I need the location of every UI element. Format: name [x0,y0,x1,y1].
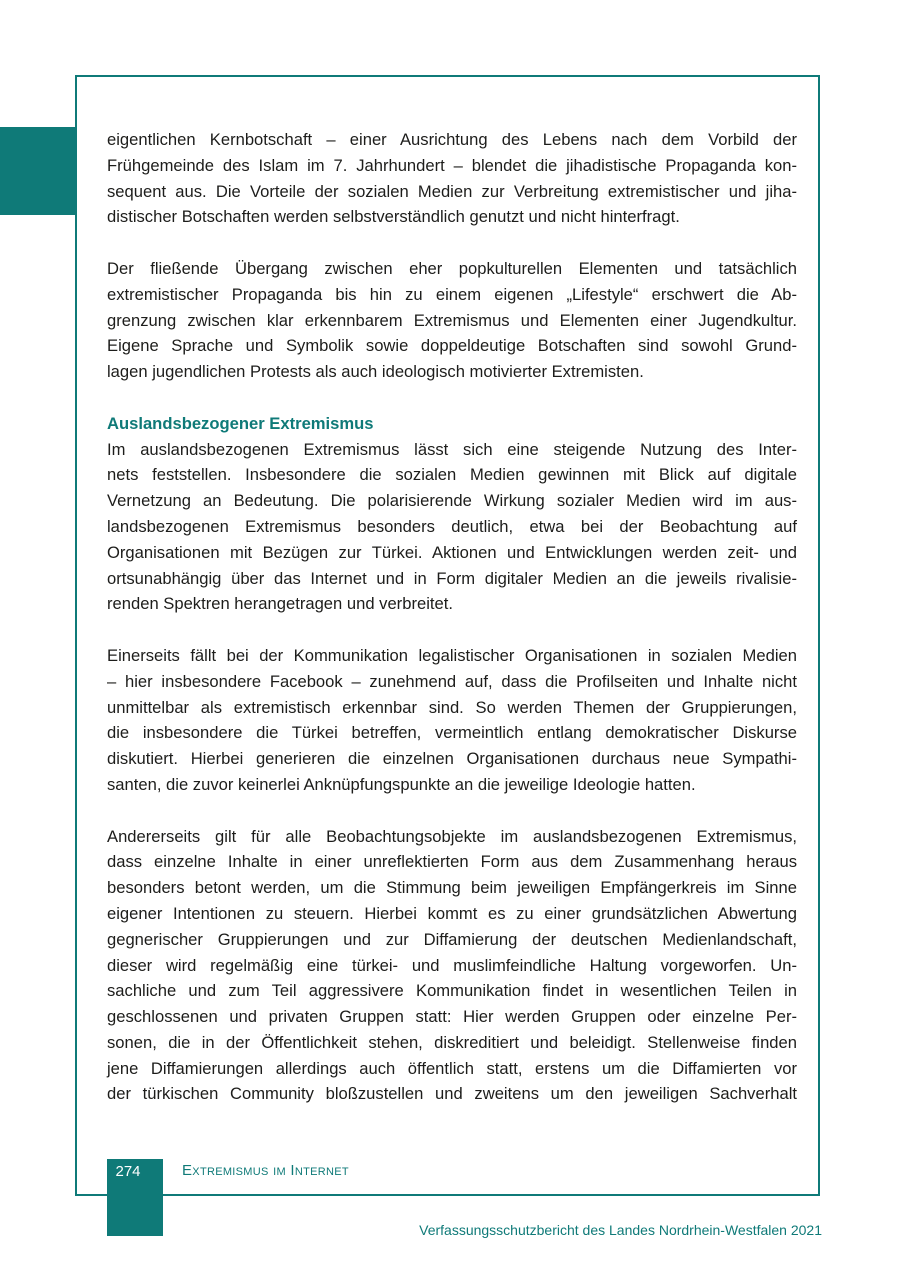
text-line: renden Spektren herangetragen und verbreitet. [107,594,453,614]
text-line: extremistischer Propaganda bis hin zu einem eigenen „Lifestyle“ erschwert die Ab- [107,284,797,304]
text-line: Einerseits fällt bei der Kommunikation legalistischer Organisationen in sozialen Medien [107,645,797,665]
paragraph-5 [107,824,797,1108]
text-line: Andererseits gilt für alle Beobachtungsobjekte im auslandsbezogenen Extremismus, [107,826,797,846]
text-line: Eigene Sprache und Symbolik sowie doppeldeutige Botschaften sind sowohl Grund- [107,336,797,356]
text-line: jene Diffamierungen allerdings auch öffentlich statt, erstens um die Diffamierten vor [107,1058,797,1078]
paragraph-2 [107,256,797,385]
paragraph-3 [107,437,797,618]
page-number: 274 [115,1163,141,1180]
text-line: santen, die zuvor keinerlei Anknüpfungspunkte an die jeweilige Ideologie hatten. [107,774,696,794]
text-line: unmittelbar als extremistisch erkennbar sind. So werden Themen der Gruppierungen, [107,697,797,717]
text-line: Der fließende Übergang zwischen eher popkulturellen Elementen und tatsächlich [107,258,797,278]
footer-text: Verfassungsschutzbericht des Landes Nordrhein-Westfalen 2021 [419,1222,822,1238]
running-head: Extremismus im Internet [182,1162,349,1179]
text-line: dieser wird regelmäßig eine türkei- und muslimfeindliche Haltung vorgeworfen. Un- [107,955,797,975]
text-line: Im auslandsbezogenen Extremismus lässt sich eine steigende Nutzung des Inter- [107,439,797,459]
page-number-box [107,1159,163,1236]
text-line: sonen, die in der Öffentlichkeit stehen, diskreditiert und beleidigt. Stellenweise finden [107,1032,797,1052]
text-line: eigener Intentionen zu steuern. Hierbei kommt es zu einer grundsätzlichen Abwertung [107,903,797,923]
text-line: geschlossenen und privaten Gruppen statt: Hier werden Gruppen oder einzelne Per- [107,1007,797,1027]
section-heading: Auslandsbezogener Extremismus [107,413,374,433]
text-line: gegnerischer Gruppierungen und zur Diffamierung der deutschen Medienlandschaft, [107,929,797,949]
text-line: Vernetzung an Bedeutung. Die polarisierende Wirkung sozialer Medien wird im aus- [107,491,797,511]
text-line: dass einzelne Inhalte in einer unreflektierten Form aus dem Zusammenhang heraus [107,852,797,872]
text-line: Organisationen mit Bezügen zur Türkei. Aktionen und Entwicklungen werden zeit- und [107,542,797,562]
text-line: lagen jugendlichen Protests als auch ideologisch motivierter Extremisten. [107,362,644,382]
text-line: landsbezogenen Extremismus besonders deutlich, etwa bei der Beobachtung auf [107,516,797,536]
text-line: diskutiert. Hierbei generieren die einzelnen Organisationen durchaus neue Sympathi- [107,749,797,769]
text-line: der türkischen Community bloßzustellen und zweitens um den jeweiligen Sachverhalt [107,1084,797,1104]
chapter-marker-tab [0,127,76,215]
text-line: besonders betont werden, um die Stimmung beim jeweiligen Empfängerkreis im Sinne [107,878,797,898]
text-line: sachliche und zum Teil aggressivere Kommunikation findet in wesentlichen Teilen in [107,981,797,1001]
text-line: distischer Botschaften werden selbstverständlich genutzt und nicht hinterfragt. [107,207,680,227]
text-line: Frühgemeinde des Islam im 7. Jahrhundert – blendet die jihadistische Propaganda kon- [107,155,797,175]
paragraph-1 [107,127,797,230]
text-line: eigentlichen Kernbotschaft – einer Ausrichtung des Lebens nach dem Vorbild der [107,130,797,149]
text-line: nets feststellen. Insbesondere die sozialen Medien gewinnen mit Blick auf digitale [107,465,797,485]
body-text [107,127,797,1107]
text-line: grenzung zwischen klar erkennbarem Extremismus und Elementen einer Jugendkultur. [107,310,797,330]
text-line: die insbesondere die Türkei betreffen, vermeintlich entlang demokratischer Diskurse [107,723,797,743]
text-line: ortsunabhängig über das Internet und in Form digitaler Medien an die jeweils rivalisie- [107,568,797,588]
paragraph-4 [107,643,797,798]
text-line: – hier insbesondere Facebook – zunehmend auf, dass die Profilseiten und Inhalte nicht [107,671,797,691]
text-line: sequent aus. Die Vorteile der sozialen Medien zur Verbreitung extremistischer und jiha- [107,181,797,201]
